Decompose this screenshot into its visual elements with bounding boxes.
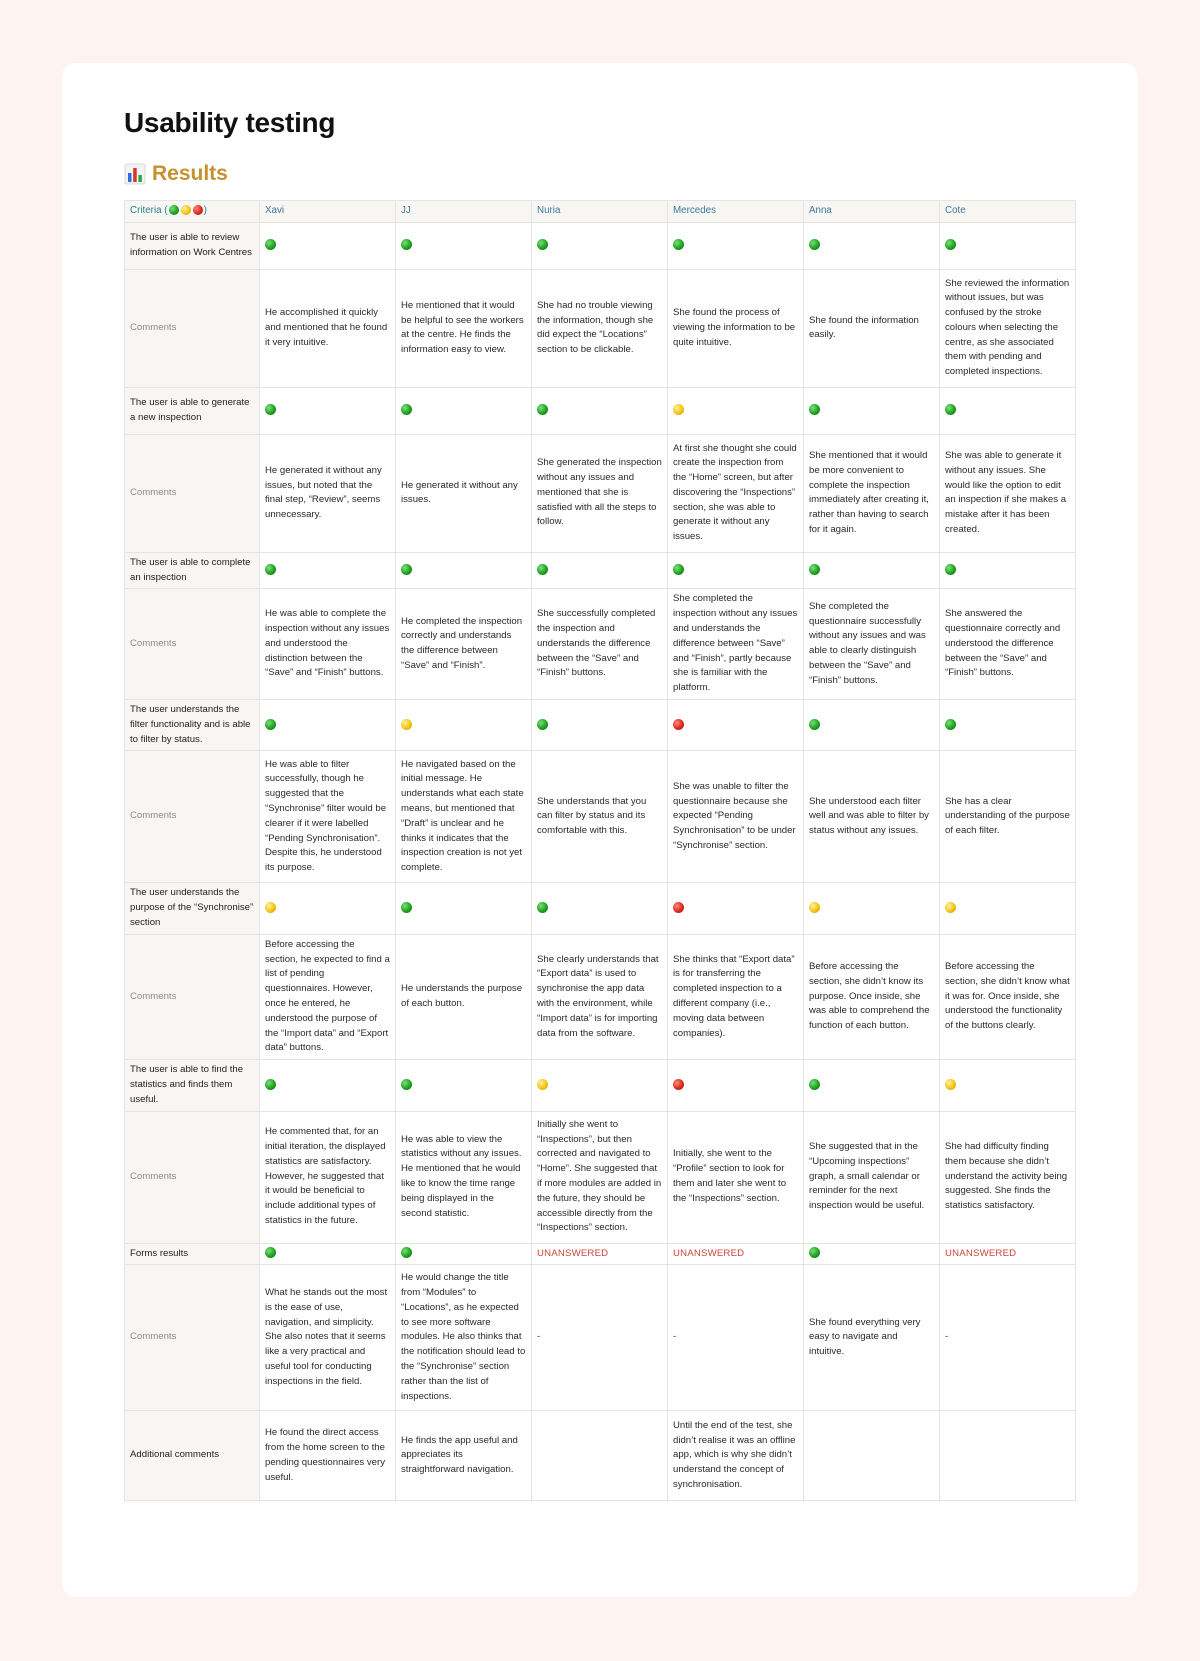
status-cell (260, 883, 396, 934)
criterion-label: The user understands the purpose of the “Synchronise” section (125, 883, 260, 934)
green-status-icon (673, 239, 684, 250)
green-status-icon (401, 1247, 412, 1258)
yellow-status-icon (809, 902, 820, 913)
unanswered-label: UNANSWERED (945, 1247, 1017, 1259)
green-status-icon (265, 404, 276, 415)
comment-cell: He understands the purpose of each button. (396, 934, 532, 1059)
comments-label: Comments (125, 751, 260, 883)
comment-cell: He finds the app useful and appreciates its straightforward navigation. (396, 1411, 532, 1501)
status-cell (260, 222, 396, 269)
comment-cell: Before accessing the section, she didn’t know its purpose. Once inside, she was able to comprehend the function of each button. (804, 934, 940, 1059)
green-status-icon (809, 1247, 820, 1258)
comment-cell: She generated the inspection without any issues and mentioned that she is satisfied with all the steps to follow. (532, 434, 668, 552)
status-cell (940, 552, 1076, 589)
status-cell (668, 552, 804, 589)
status-cell (668, 1060, 804, 1111)
comments-label: Comments (125, 1265, 260, 1411)
green-status-icon (537, 719, 548, 730)
comment-cell: She thinks that “Export data” is for transferring the completed inspection to a different company (i.e., moving data between companies). (668, 934, 804, 1059)
criterion-label: The user is able to generate a new inspection (125, 387, 260, 434)
unanswered-label: UNANSWERED (673, 1247, 745, 1259)
table-row (125, 552, 1076, 589)
comment-cell: She has a clear understanding of the purpose of each filter. (940, 751, 1076, 883)
comment-cell: She completed the questionnaire successfully without any issues and was able to clearly distinguish between the “Save” and “Finish” buttons. (804, 589, 940, 700)
participant-header-cote: Cote (940, 201, 1076, 223)
green-status-icon (809, 564, 820, 575)
status-cell (396, 699, 532, 750)
table-row (125, 434, 1076, 552)
table-row (125, 387, 1076, 434)
green-status-icon (537, 564, 548, 575)
green-status-icon (537, 404, 548, 415)
green-status-icon (401, 239, 412, 250)
table-row (125, 751, 1076, 883)
table-row (125, 1265, 1076, 1411)
status-cell (260, 552, 396, 589)
comment-cell: - (532, 1265, 668, 1411)
green-status-icon (809, 719, 820, 730)
comment-cell: He generated it without any issues. (396, 434, 532, 552)
status-cell (940, 883, 1076, 934)
status-cell (260, 387, 396, 434)
comments-label: Comments (125, 934, 260, 1059)
comment-cell: She was unable to filter the questionnaire because she expected “Pending Synchronisation” to be under “Synchronise” section. (668, 751, 804, 883)
green-status-icon (945, 564, 956, 575)
comment-cell: Initially, she went to the “Profile” section to look for them and later she went to the “Inspections” section. (668, 1111, 804, 1243)
status-cell (260, 1243, 396, 1265)
red-status-icon (673, 1079, 684, 1090)
comment-cell: Initially she went to “Inspections”, but then corrected and navigated to “Home”. She suggested that if more modules are added in the future, they should be accessible directly from the “Inspections” section. (532, 1111, 668, 1243)
red-status-icon (673, 719, 684, 730)
status-cell (532, 699, 668, 750)
status-cell (804, 387, 940, 434)
status-cell (396, 1060, 532, 1111)
status-cell (396, 883, 532, 934)
green-status-icon (537, 239, 548, 250)
comment-cell: She had no trouble viewing the information, though she did expect the “Locations” section to be clickable. (532, 269, 668, 387)
status-cell (396, 552, 532, 589)
status-cell (396, 1243, 532, 1265)
green-status-icon (809, 239, 820, 250)
status-cell (940, 222, 1076, 269)
green-status-icon (401, 902, 412, 913)
table-row (125, 1243, 1076, 1265)
participant-header-anna: Anna (804, 201, 940, 223)
green-status-icon (945, 719, 956, 730)
comment-cell: She completed the inspection without any issues and understands the difference between “Save” and “Finish”, partly because she is familiar with the platform. (668, 589, 804, 700)
table-row (125, 1111, 1076, 1243)
status-cell (668, 387, 804, 434)
comment-cell (804, 1411, 940, 1501)
comment-cell: He would change the title from “Modules” to “Locations”, as he expected to see more software modules. He also thinks that the notification should lead to the “Synchronise” section rather than the list of inspections. (396, 1265, 532, 1411)
green-dot-icon (169, 205, 179, 215)
yellow-status-icon (401, 719, 412, 730)
comment-cell: He accomplished it quickly and mentioned that he found it very intuitive. (260, 269, 396, 387)
status-cell (532, 552, 668, 589)
results-table (124, 200, 1076, 1501)
comment-cell: She understands that you can filter by status and its comfortable with this. (532, 751, 668, 883)
yellow-status-icon (537, 1079, 548, 1090)
unanswered-label: UNANSWERED (537, 1247, 609, 1259)
red-status-icon (673, 902, 684, 913)
status-cell (804, 1243, 940, 1265)
comment-cell (940, 1411, 1076, 1501)
status-cell (532, 883, 668, 934)
yellow-status-icon (265, 902, 276, 913)
bar-chart-icon (124, 163, 146, 185)
comment-cell: Before accessing the section, she didn’t know what it was for. Once inside, she understood the functionality of the buttons clearly. (940, 934, 1076, 1059)
comment-cell: He completed the inspection correctly and understands the difference between “Save” and “Finish”. (396, 589, 532, 700)
status-cell (260, 1060, 396, 1111)
green-status-icon (673, 564, 684, 575)
table-row (125, 589, 1076, 700)
status-cell (532, 222, 668, 269)
table-row (125, 883, 1076, 934)
comment-cell: Before accessing the section, he expected to find a list of pending questionnaires. However, once he entered, he understood the purpose of the “Import data” and “Export data” buttons. (260, 934, 396, 1059)
comment-cell: She found the information easily. (804, 269, 940, 387)
status-cell (668, 883, 804, 934)
green-status-icon (945, 239, 956, 250)
status-cell (940, 1060, 1076, 1111)
comment-cell: He was able to view the statistics without any issues. He mentioned that he would like to know the time range being displayed in the second statistic. (396, 1111, 532, 1243)
comment-cell: She understood each filter well and was able to filter by status without any issues. (804, 751, 940, 883)
green-status-icon (265, 1247, 276, 1258)
comment-cell: She found the process of viewing the information to be quite intuitive. (668, 269, 804, 387)
status-cell (940, 387, 1076, 434)
status-cell (804, 1060, 940, 1111)
section-title: Results (152, 162, 228, 185)
status-cell (532, 1060, 668, 1111)
comments-label: Comments (125, 589, 260, 700)
comment-cell: He found the direct access from the home screen to the pending questionnaires very useful. (260, 1411, 396, 1501)
green-status-icon (945, 404, 956, 415)
comment-cell: Until the end of the test, she didn’t realise it was an offline app, which is why she didn’t understand the concept of synchronisation. (668, 1411, 804, 1501)
status-cell (940, 699, 1076, 750)
comments-label: Comments (125, 434, 260, 552)
green-status-icon (401, 1079, 412, 1090)
comment-cell: He was able to filter successfully, though he suggested that the “Synchronise” filter would be clearer if it were labelled “Pending Synchronisation”. Despite this, he understood its purpose. (260, 751, 396, 883)
green-status-icon (265, 564, 276, 575)
comment-cell: - (668, 1265, 804, 1411)
green-status-icon (809, 1079, 820, 1090)
page-title: Usability testing (124, 107, 336, 138)
table-row (125, 1060, 1076, 1111)
green-status-icon (265, 239, 276, 250)
green-status-icon (265, 1079, 276, 1090)
comments-label: Comments (125, 1111, 260, 1243)
status-cell (668, 222, 804, 269)
status-cell (804, 552, 940, 589)
comment-cell: She mentioned that it would be more convenient to complete the inspection immediately after creating it, rather than having to search for it again. (804, 434, 940, 552)
status-cell (396, 222, 532, 269)
green-status-icon (809, 404, 820, 415)
comment-cell: He navigated based on the initial message. He understands what each state means, but mentioned that “Draft” is unclear and he thinks it indicates that the inspection creation is not yet complete. (396, 751, 532, 883)
comment-cell (532, 1411, 668, 1501)
status-cell (940, 1243, 1076, 1265)
participant-header-xavi: Xavi (260, 201, 396, 223)
comment-cell: She reviewed the information without issues, but was confused by the stroke colours when selecting the centre, as she associated them with pending and completed inspections. (940, 269, 1076, 387)
additional-comments-label: Additional comments (125, 1411, 260, 1501)
criterion-label: The user is able to review information on Work Centres (125, 222, 260, 269)
table-body (125, 222, 1076, 1501)
section-heading (124, 162, 228, 186)
table-row (125, 1411, 1076, 1501)
comment-cell: She had difficulty finding them because she didn’t understand the activity being suggested. She finds the statistics satisfactory. (940, 1111, 1076, 1243)
table-row (125, 699, 1076, 750)
green-status-icon (537, 902, 548, 913)
status-cell (532, 1243, 668, 1265)
criterion-label: The user is able to find the statistics and finds them useful. (125, 1060, 260, 1111)
comment-cell: What he stands out the most is the ease of use, navigation, and simplicity. She also notes that it seems like a very practical and useful tool for conducting inspections in the field. (260, 1265, 396, 1411)
table-row (125, 222, 1076, 269)
comment-cell: She found everything very easy to navigate and intuitive. (804, 1265, 940, 1411)
criteria-column-header: Criteria ( ) (125, 201, 260, 223)
status-cell (396, 387, 532, 434)
comments-label: Comments (125, 269, 260, 387)
green-status-icon (401, 404, 412, 415)
comment-cell: He commented that, for an initial iteration, the displayed statistics are satisfactory. However, he suggested that it would be beneficial to include additional types of statistics in the future. (260, 1111, 396, 1243)
green-status-icon (401, 564, 412, 575)
table-header-row (125, 201, 1076, 223)
status-cell (668, 1243, 804, 1265)
comment-cell: She successfully completed the inspection and understands the difference between the “Save” and “Finish” buttons. (532, 589, 668, 700)
comment-cell: At first she thought she could create the inspection from the “Home” screen, but after discovering the “Inspections” section, she was able to generate it without any issues. (668, 434, 804, 552)
status-cell (668, 699, 804, 750)
status-cell (804, 883, 940, 934)
status-cell (804, 222, 940, 269)
participant-header-mercedes: Mercedes (668, 201, 804, 223)
table-row (125, 269, 1076, 387)
criterion-label: The user is able to complete an inspection (125, 552, 260, 589)
forms-results-label: Forms results (125, 1243, 260, 1265)
comment-cell: - (940, 1265, 1076, 1411)
yellow-status-icon (945, 1079, 956, 1090)
yellow-status-icon (945, 902, 956, 913)
comment-cell: She was able to generate it without any issues. She would like the option to edit an inspection if she makes a mistake after it has been created. (940, 434, 1076, 552)
status-cell (260, 699, 396, 750)
comment-cell: He generated it without any issues, but noted that the final step, “Review”, seems unnecessary. (260, 434, 396, 552)
comment-cell: She answered the questionnaire correctly and understood the difference between the “Save” and “Finish” buttons. (940, 589, 1076, 700)
yellow-status-icon (673, 404, 684, 415)
green-status-icon (265, 719, 276, 730)
comment-cell: She clearly understands that “Export data” is used to synchronise the app data with the environment, while “Import data” is for importing data from the software. (532, 934, 668, 1059)
criteria-legend (168, 205, 204, 216)
yellow-dot-icon (181, 205, 191, 215)
comment-cell: She suggested that in the “Upcoming inspections” graph, a small calendar or reminder for the next inspection would be useful. (804, 1111, 940, 1243)
comment-cell: He was able to complete the inspection without any issues and understood the distinction between the “Save” and “Finish” buttons. (260, 589, 396, 700)
participant-header-nuria: Nuria (532, 201, 668, 223)
comment-cell: He mentioned that it would be helpful to see the workers at the centre. He finds the information easy to view. (396, 269, 532, 387)
participant-header-jj: JJ (396, 201, 532, 223)
criterion-label: The user understands the filter functionality and is able to filter by status. (125, 699, 260, 750)
content-card (62, 63, 1138, 1597)
status-cell (804, 699, 940, 750)
status-cell (532, 387, 668, 434)
red-dot-icon (193, 205, 203, 215)
table-row (125, 934, 1076, 1059)
